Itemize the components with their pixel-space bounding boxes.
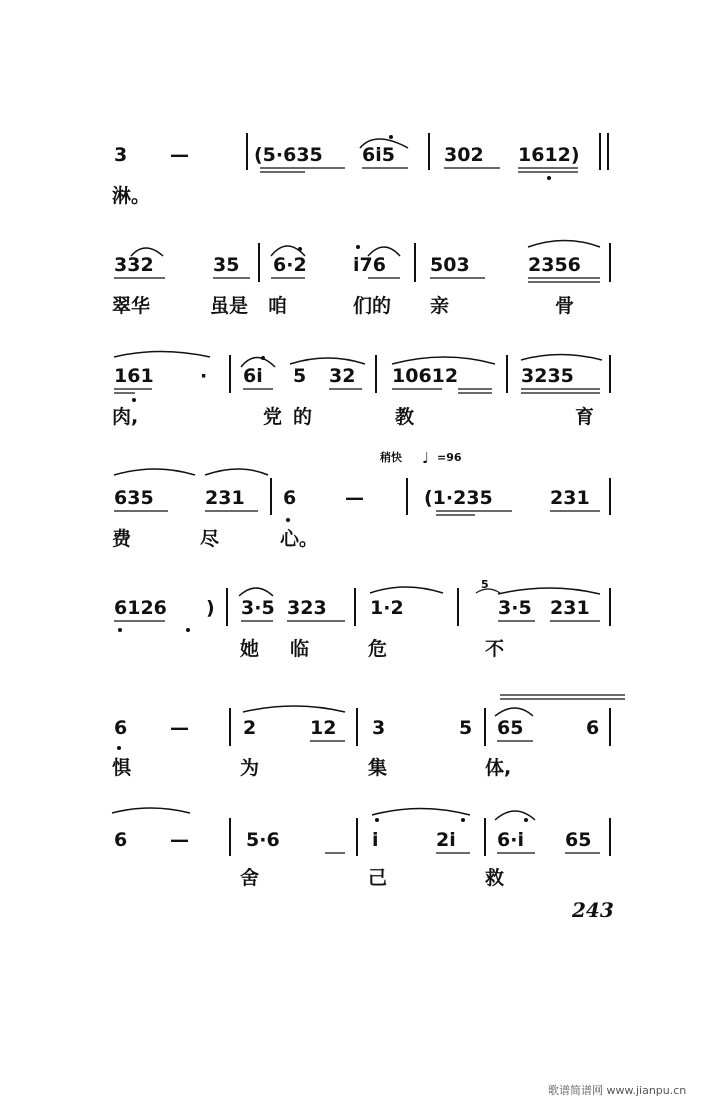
lyric: 集 [368,757,388,779]
note-group: 6i [243,365,263,387]
lyric: 教 [395,406,415,428]
low-dot [132,398,136,402]
paren-close: ) [206,597,215,619]
note: i [372,829,379,851]
note-group: 65 [565,829,592,851]
tie [243,706,345,712]
note-group: 6i5 [362,144,395,166]
lyric: 虽是 [210,295,249,317]
note-group: 2356 [528,254,581,276]
note: 3 [114,144,128,166]
note: 3 [372,717,386,739]
lyric: 的 [293,406,313,428]
tie [392,357,495,364]
note-group: (1·235 [424,487,493,509]
note-group: 503 [430,254,470,276]
low-dot [286,518,290,522]
lyric: 骨 [555,295,575,317]
tempo-label: 稍快 [380,451,402,464]
note: 5 [293,365,307,387]
note: 2 [243,717,257,739]
note-group: 231 [550,487,590,509]
low-dot [186,628,190,632]
score-row-5 [114,578,610,660]
page-number: 243 [572,898,614,922]
high-dot [461,818,465,822]
lyric: 她 [240,638,260,660]
note-group: 32 [329,365,356,387]
lyric: 惧 [112,757,132,779]
lyric: 育 [575,406,595,428]
note-group: 2i [436,829,456,851]
score-row-1 [112,133,608,207]
note-group: 302 [444,144,484,166]
note-group: 6·2 [273,254,307,276]
lyric: 舍 [240,867,260,889]
note-group: 5·6 [246,829,280,851]
tie [114,469,195,475]
slur [495,708,533,716]
low-dot [547,176,551,180]
score-row-3 [112,352,610,429]
tie [372,809,470,816]
lyric: 临 [290,638,310,660]
note-group: 332 [114,254,154,276]
watermark-text: 歌谱简谱网 www.jianpu.cn [548,1084,687,1097]
note-group: 3235 [521,365,574,387]
note-group: 323 [287,597,327,619]
tempo-value: =96 [437,451,462,464]
note-group: i76 [353,254,386,276]
note-group: 635 [114,487,154,509]
note: 6 [114,829,128,851]
slur [495,811,535,820]
note: 6 [114,717,128,739]
lyric: 体, [485,757,512,779]
sustain-dash: — [345,487,364,509]
tie [290,358,365,364]
note-group: 6126 [114,597,167,619]
grace-slur [476,589,500,593]
tie [114,352,210,358]
lyric: 们的 [353,295,392,317]
tie [528,241,600,248]
high-dot [389,135,393,139]
high-dot [356,245,360,249]
sustain-dash: — [170,717,189,739]
tie [370,587,443,593]
note: 6 [283,487,297,509]
lyric: 不 [485,638,505,660]
note-group: 231 [550,597,590,619]
lyric: 尽 [200,528,220,550]
high-dot [375,818,379,822]
lyric: 费 [112,528,132,550]
note-group: (5·635 [254,144,323,166]
note: 5 [459,717,473,739]
lyric: 心。 [280,528,319,550]
dot: · [200,365,208,387]
note-group: 1612) [518,144,580,166]
note-group: 231 [205,487,245,509]
lyric: 亲 [430,295,450,317]
lyric: 淋。 [112,185,151,207]
note-group: 35 [213,254,240,276]
score-row-6 [111,695,625,779]
lyric: 危 [368,638,388,660]
low-dot [117,746,121,750]
sustain-dash: — [170,829,189,851]
note: 6 [586,717,600,739]
note-group: 1·2 [370,597,404,619]
lyric: 救 [485,867,505,889]
note-group: 12 [310,717,337,739]
lyric: 咱 [268,295,288,317]
high-dot [298,247,302,251]
slur [239,588,273,596]
low-dot [118,628,122,632]
note-group: 10612 [392,365,459,387]
lyric: 肉, [112,406,139,428]
note-group: 3·5 [498,597,532,619]
score-row-4 [112,449,610,550]
lyric: 翠华 [112,295,151,317]
lyric: 党 [263,406,283,428]
tie [112,808,190,813]
note-group: 3·5 [241,597,275,619]
note-group: 65 [497,717,524,739]
tie [521,355,602,361]
note-group: 161 [114,365,154,387]
note-group: 6·i [497,829,524,851]
lyric: 为 [240,757,260,779]
score-row-2 [112,241,610,318]
score-row-7 [112,808,610,889]
tempo-note-icon: ♩ [422,449,430,467]
tie [498,588,600,594]
grace-note: 5 [481,578,489,591]
sustain-dash: — [170,144,189,166]
high-dot [524,818,528,822]
tie [205,469,268,475]
lyric: 己 [368,867,388,889]
